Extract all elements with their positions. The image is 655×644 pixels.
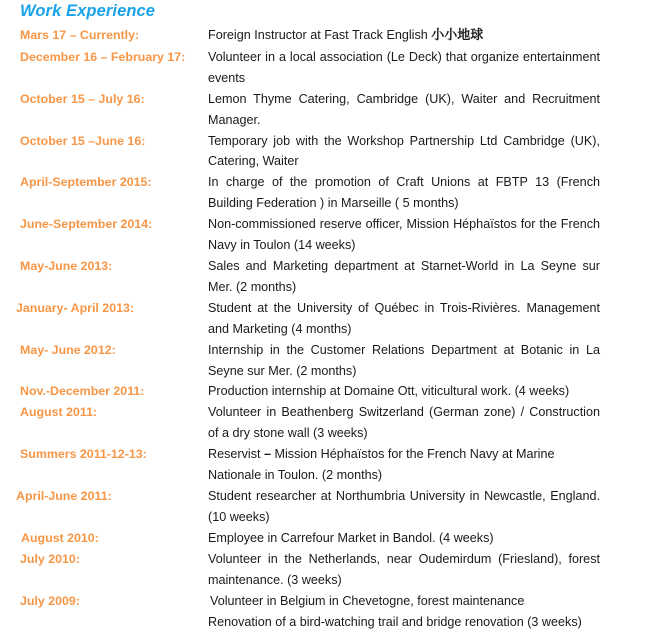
description-text: Foreign Instructor at Fast Track English [208, 28, 432, 42]
entry-date: August 2010: [21, 530, 99, 545]
experience-entry [0, 591, 655, 633]
experience-entry [0, 486, 655, 528]
entry-date: Nov.-December 2011: [20, 384, 145, 399]
description-text: Mission Héphaïstos for the French Navy at Marine [271, 447, 555, 462]
entry-date: October 15 – July 16: [20, 91, 145, 106]
experience-entry [0, 549, 655, 591]
description-dash: – [263, 447, 271, 462]
entry-date: Summers 2011-12-13: [20, 447, 147, 462]
entry-description [208, 25, 600, 47]
entry-date: May-June 2013: [20, 258, 113, 273]
entry-date: Mars 17 – Currently: [20, 28, 140, 42]
experience-entry [0, 381, 655, 402]
experience-entry [0, 25, 655, 47]
entry-date: October 15 –June 16: [20, 133, 146, 148]
experience-entry [0, 172, 655, 214]
entry-description: Lemon Thyme Catering, Cambridge (UK), Waiter and Recruitment Manager. [208, 91, 600, 127]
entry-description: Production internship at Domaine Ott, viticultural work. (4 weeks) [208, 384, 570, 399]
entry-description: Student at the University of Québec in Trois-Rivières. Management and Marketing (4 months) [208, 300, 600, 336]
experience-entry [0, 528, 655, 549]
description-second-line: Nationale in Toulon. (2 months) [208, 468, 383, 483]
entry-date: May- June 2012: [20, 342, 116, 357]
experience-entry [0, 89, 655, 131]
entry-date: July 2009: [20, 593, 80, 608]
entry-description: Student researcher at Northumbria University in Newcastle, England. (10 weeks) [208, 489, 600, 524]
entry-description: Employee in Carrefour Market in Bandol. (4 weeks) [208, 530, 494, 545]
entry-description: Volunteer in the Netherlands, near Oudemirdum (Friesland), forest maintenance. (3 weeks) [208, 551, 600, 587]
entry-date: April-June 2011: [16, 489, 112, 504]
entry-date: July 2010: [20, 551, 80, 566]
entry-date: January- April 2013: [16, 300, 134, 315]
entry-description: Volunteer in Beathenberg Switzerland (German zone) / Construction of a dry stone wall (3 weeks) [208, 405, 600, 441]
entry-description: Sales and Marketing department at Starnet-World in La Seyne sur Mer. (2 months) [208, 258, 600, 294]
section-title: Work Experience [20, 2, 156, 20]
entry-date: June-September 2014: [20, 217, 153, 232]
description-text: Volunteer in Belgium in Chevetogne, forest maintenance [210, 593, 525, 608]
entry-description: In charge of the promotion of Craft Unions at FBTP 13 (French Building Federation ) in Marseille ( 5 months) [208, 175, 600, 211]
experience-entry [0, 47, 655, 89]
entry-description [208, 444, 600, 486]
entry-date: December 16 – February 17: [20, 49, 186, 64]
experience-entry [0, 402, 655, 444]
description-chinese-name: 小小地球 [431, 28, 484, 43]
entry-description [208, 591, 600, 633]
entry-date: April-September 2015: [20, 175, 152, 190]
description-text: Reservist [208, 447, 264, 462]
entry-description: Internship in the Customer Relations Department at Botanic in La Seyne sur Mer. (2 months) [208, 342, 600, 378]
experience-entry [0, 298, 655, 340]
entry-description: Temporary job with the Workshop Partnership Ltd Cambridge (UK), Catering, Waiter [208, 133, 600, 169]
description-second-line: Renovation of a bird-watching trail and bridge renovation (3 weeks) [208, 614, 582, 629]
entry-date: August 2011: [20, 405, 98, 420]
experience-entry [0, 256, 655, 298]
work-experience-list [0, 25, 655, 632]
entry-description: Volunteer in a local association (Le Deck) that organize entertainment events [208, 49, 600, 85]
experience-entry [0, 214, 655, 256]
experience-entry [0, 131, 655, 173]
experience-entry [0, 340, 655, 382]
experience-entry [0, 444, 655, 486]
entry-description: Non-commissioned reserve officer, Mission Héphaïstos for the French Navy in Toulon (14 weeks) [208, 217, 600, 253]
